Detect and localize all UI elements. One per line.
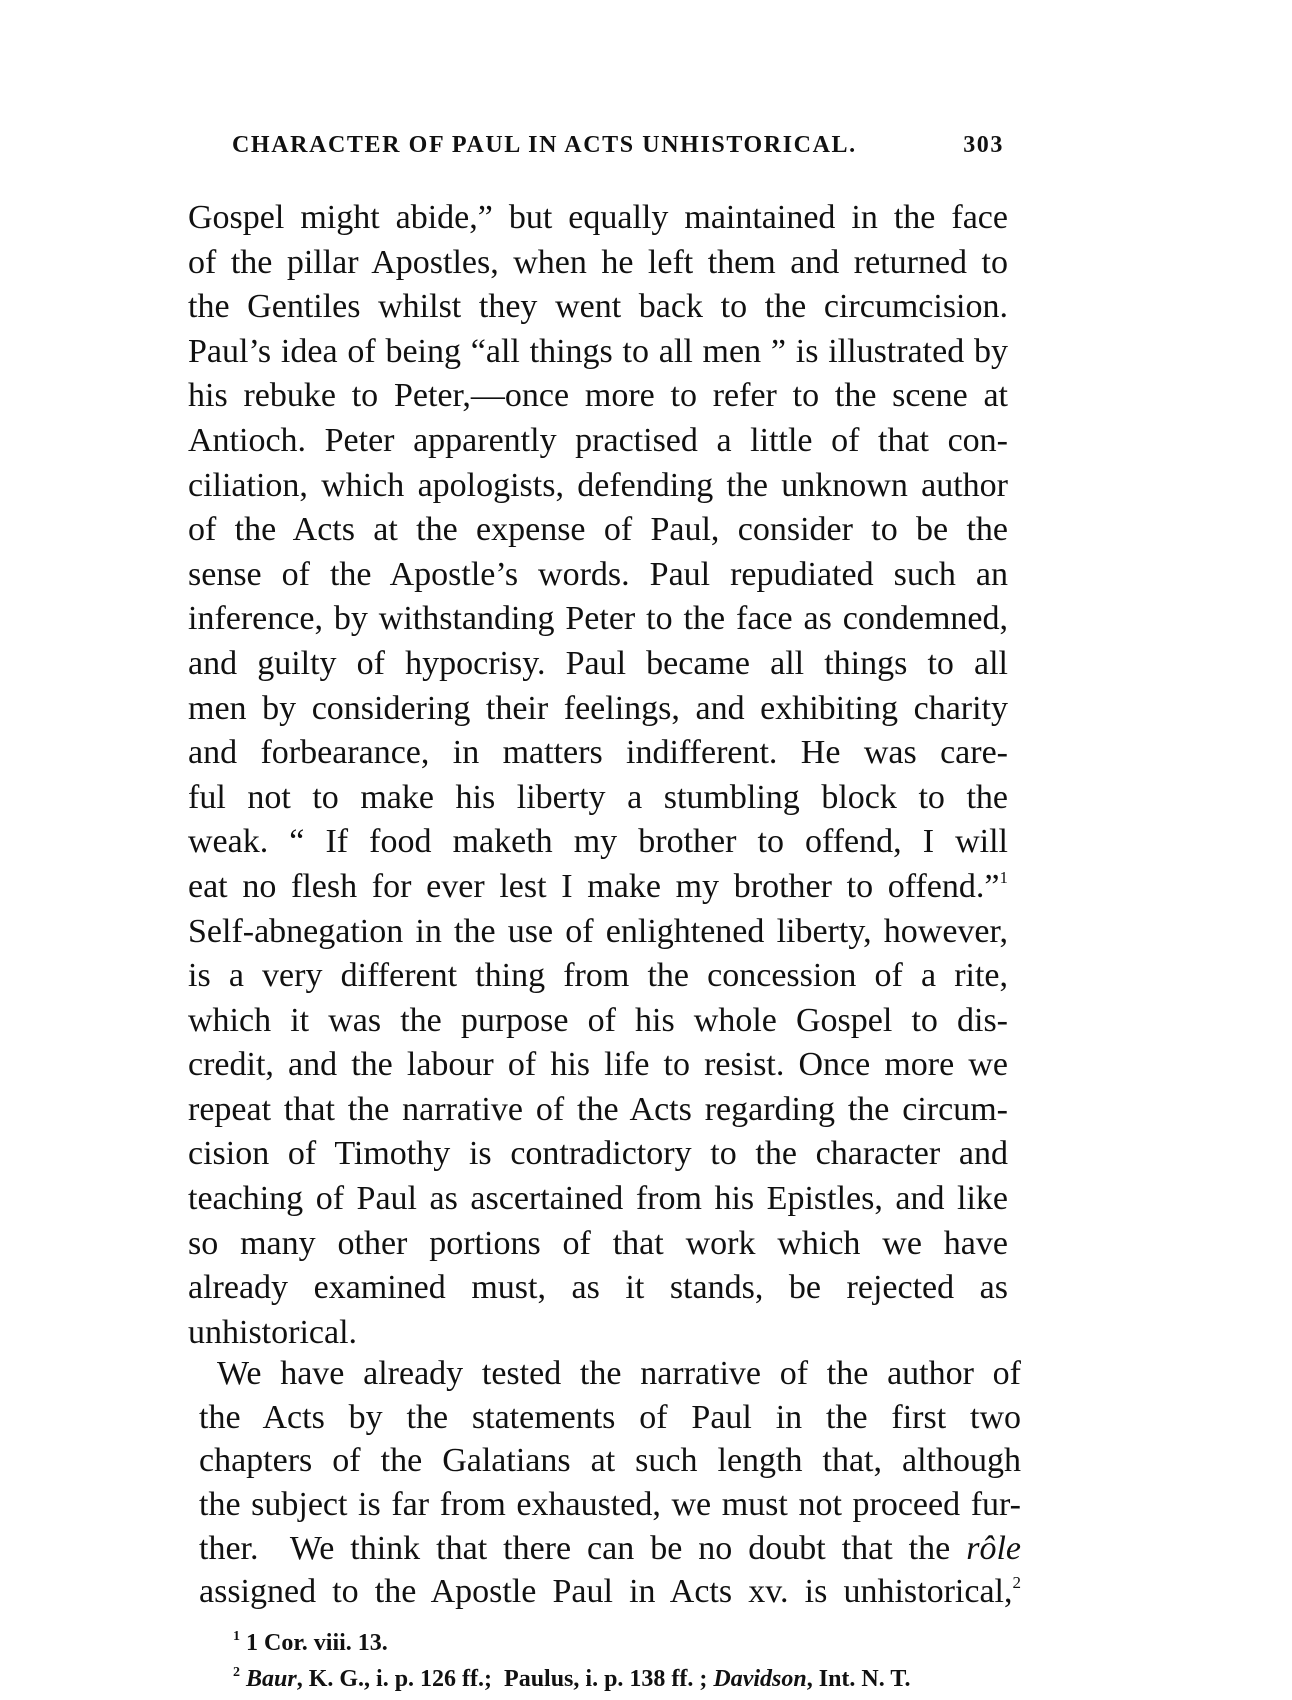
text-line-part: the Gentiles whilst they went back to the circumcision. (188, 288, 1008, 326)
text-line: chapters of the Galatians at such length that, although (199, 1442, 1021, 1480)
text-line-part: Antioch. Peter apparently practised a little of that con- (188, 421, 1008, 459)
text-line: the Acts by the statements of Paul in the first two (199, 1398, 1021, 1436)
text-line (188, 508, 1008, 553)
text-line-part: weak. “ If food maketh my brother to offend, I will (188, 823, 1008, 861)
footnote-mark: 1 (233, 1629, 240, 1644)
text-line (188, 374, 1008, 419)
running-header (232, 132, 1004, 159)
footnote-2 (233, 1664, 911, 1694)
text-line-part: ciliation, which apologists, defending the unknown author (188, 466, 1008, 504)
running-title: CHARACTER OF PAUL IN ACTS UNHISTORICAL. (232, 132, 857, 158)
text-line (188, 597, 1008, 642)
text-line (188, 954, 1008, 999)
text-line (188, 241, 1008, 286)
role-word: rôle (966, 1529, 1021, 1567)
text-line-part: and forbearance, in matters indifferent. He was care- (188, 734, 1008, 772)
text-line-part: is a very different thing from the concession of a rite, (188, 957, 1008, 995)
text-line (188, 776, 1008, 821)
text-line (188, 1311, 1008, 1356)
footnote-text: 1 Cor. viii. 13. (246, 1630, 388, 1656)
text-line (188, 642, 1008, 687)
text-line-part: inference, by withstanding Peter to the face as condemned, (188, 600, 1008, 638)
text-line-part: of the pillar Apostles, when he left them and returned to (188, 243, 1008, 281)
text-line-part: and guilty of hypocrisy. Paul became all things to all (188, 644, 1008, 682)
text-line-part: cision of Timothy is contradictory to the character and (188, 1135, 1008, 1173)
text-line (188, 285, 1008, 330)
text-line (188, 820, 1008, 865)
text-line-part: eat no flesh for ever lest I make my brother to offend.” (188, 867, 1000, 905)
text-line (188, 330, 1008, 375)
text-line-part: men by considering their feelings, and exhibiting charity (188, 689, 1008, 727)
footnote-mark: 2 (233, 1665, 240, 1680)
text-line (188, 553, 1008, 598)
footnote-ref-2: 2 (1012, 1573, 1021, 1593)
text-line (188, 419, 1008, 464)
text-line-part: assigned to the Apostle Paul in Acts xv. is unhistorical, (199, 1573, 1013, 1611)
text-line (188, 1177, 1008, 1222)
paragraph-2 (199, 1352, 1021, 1614)
paragraph-1 (188, 196, 1008, 1355)
footnote-author: Baur (246, 1666, 297, 1692)
text-line (188, 687, 1008, 732)
text-line-part: of the Acts at the expense of Paul, consider to be the (188, 511, 1008, 549)
footnote-1 (233, 1628, 388, 1658)
text-line (199, 1527, 1021, 1571)
text-line (188, 1088, 1008, 1133)
text-line (188, 910, 1008, 955)
text-line (188, 1132, 1008, 1177)
text-line-part: teaching of Paul as ascertained from his Epistles, and like (188, 1180, 1008, 1218)
text-line: the subject is far from exhausted, we must not proceed fur- (199, 1486, 1021, 1524)
text-line-part: ther. We think that there can be no doubt that the (199, 1529, 967, 1567)
page-number: 303 (963, 132, 1004, 158)
text-line (188, 865, 1008, 910)
text-line-part: Self-abnegation in the use of enlightened liberty, however, (188, 912, 1008, 950)
footnote-author: Davidson (713, 1666, 807, 1692)
text-line-part: which it was the purpose of his whole Gospel to dis- (188, 1001, 1008, 1039)
text-line-part: already examined must, as it stands, be rejected as (188, 1269, 1008, 1307)
text-line-part: Paul’s idea of being “all things to all men ” is illustrated by (188, 332, 1008, 370)
footnote-text: , K. G., i. p. 126 ff.; Paulus, i. p. 138 ff. ; (296, 1666, 714, 1692)
text-line-part: sense of the Apostle’s words. Paul repudiated such an (188, 555, 1008, 593)
footnote-ref-1: 1 (999, 867, 1008, 887)
text-line: We have already tested the narrative of the author of (217, 1355, 1021, 1392)
text-line (188, 999, 1008, 1044)
text-line-part: his rebuke to Peter,—once more to refer to the scene at (188, 377, 1008, 415)
text-line-part: credit, and the labour of his life to resist. Once more we (188, 1046, 1008, 1084)
text-line-part: Gospel might abide,” but equally maintained in the face (188, 199, 1008, 236)
text-line (188, 464, 1008, 509)
text-line-part: unhistorical. (188, 1313, 358, 1351)
text-line (188, 1043, 1008, 1088)
text-line (188, 1222, 1008, 1267)
text-line (199, 1570, 1021, 1614)
text-line-part: ful not to make his liberty a stumbling block to the (188, 778, 1008, 816)
text-line-part: repeat that the narrative of the Acts regarding the circum- (188, 1090, 1008, 1128)
text-line-part: so many other portions of that work which we have (188, 1224, 1008, 1262)
footnote-text: , Int. N. T. (806, 1666, 911, 1692)
text-line (188, 196, 1008, 241)
text-line (188, 1266, 1008, 1311)
text-line (188, 731, 1008, 776)
